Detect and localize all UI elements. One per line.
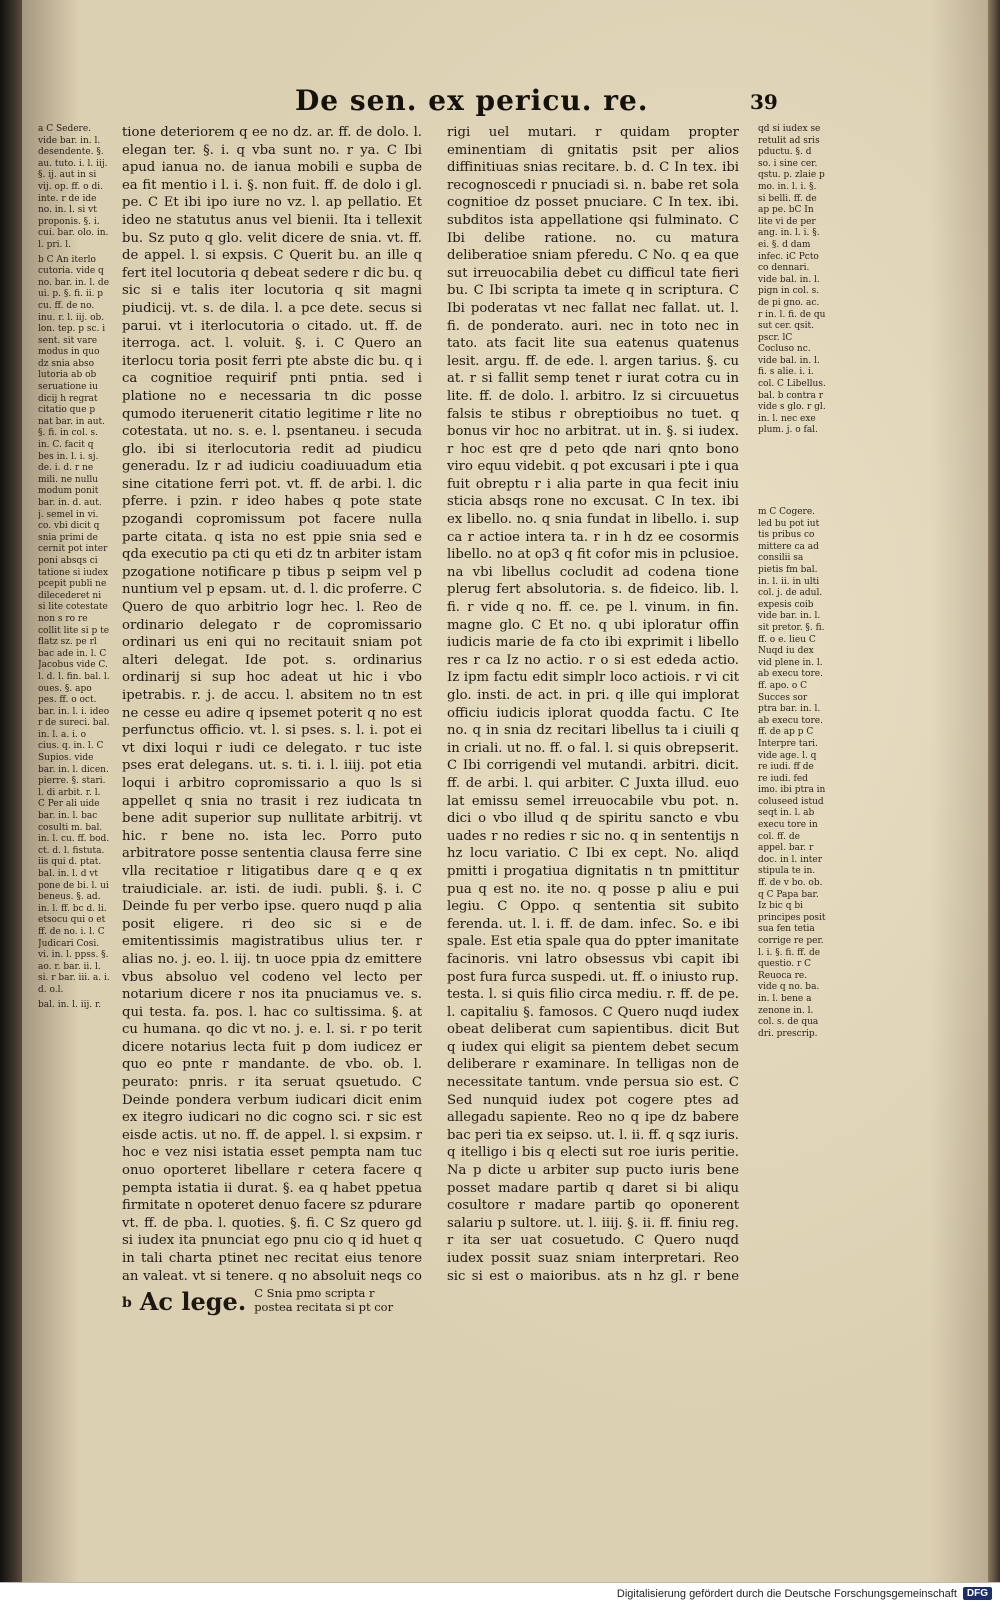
dfg-logo-icon: DFG [963, 1587, 992, 1600]
main-text-column-right [447, 124, 739, 1284]
right-margin-notes [758, 124, 826, 1544]
page-number: 39 [750, 90, 778, 114]
margin-note: bal. in. l. iij. r. [38, 999, 102, 1010]
margin-note: m C Cogere. led bu pot iut tis pribus co mittere ca ad consilii sa pietis fm bal. in. l. ii. in ulti col. j. de adul. expesis coib vide bar. in. l. sit pretor. §. fi. ff. o e. lieu C Nuqd iu dex vid plene in. l. ab execu tore. ff. apo. o C Succes sor ptra bar. in. l. ab execu tore. ff. de ap p C Interpre tari. vide age. l. q re iudi. ff de re iudi. fed imo. ibi ptra in coluseed istud seqt in. l. ab execu tore in col. ff. de appel. bar. r doc. in l. inter stipula te in. ff. de v bo. ob. q C Papa bar. Iz bic q bi principes posit sua fen tetia corrige re per. l. i. §. fi. ff. de questio. r C Reuoca re. vide q no. ba. in. l. bene a zenone in. l. col. s. de qua dri. prescrip. [758, 507, 826, 1039]
left-margin-notes [38, 124, 110, 1309]
book-binding-shadow [0, 0, 22, 1604]
rubric-text-line: C Snia pmo scripta r [254, 1286, 375, 1300]
footer-credit: Digitalisierung gefördert durch die Deutsche Forschungsgemeinschaft [616, 1587, 957, 1600]
rubric-heading: Ac lege. [139, 1287, 247, 1316]
margin-note: b C An iterlo cutoria. vide q no. bar. in. l. de ui. p. §. fi. ii. p cu. ff. de no. inu. r. l. iij. ob. lon. tep. p sc. i sent. sit vare modus in quo dz snia abso lutoria ab ob seruatione iu dicij h regrat citatio que p nat bar. in aut. §. fi. in col. s. in. C. facit q bes in. l. i. sj. de. i. d. r ne mili. ne nullu modum ponit bar. in. d. aut. j. semel in vi. co. vbi dicit q snia primi de cernit pot inter poni absqs ci tatione si iudex pcepit publi ne dilecederet ni si lite cotestate non s ro re collit lite si p te flatz sz. pe rl bac ade in. l. C Jacobus vide C. l. d. l. fin. bal. l. oues. §. apo pes. ff. o oct. bar. in. l. i. ideo r de sureci. bal. in. l. a. i. o cius. q. in. l. C Supios. vide bar. in. l. dicen. pierre. §. stari. l. di arbit. r. l. C Per ali uide bar. in. l. bac cosulti m. bal. in. l. cu. ff. bod. ct. d. l. fistuta. iis qui d. ptat. bal. in. l. d vt pone de bi. l. ui beneus. §. ad. in. l. ff. bc d. li. etsocu qui o et ff. de no. i. l. C Judicari Cosi. vi. in. l. ppss. §. ao. r. bar. ii. l. si. r bar. iii. a. i. d. o.l. [38, 254, 110, 995]
rubric-text [254, 1286, 393, 1314]
rubric-text-line: postea recitata si pt cor [254, 1300, 394, 1314]
running-head: De sen. ex pericu. re. [295, 84, 649, 117]
column-text: rigi uel mutari. r quidam propter eminentiam di gnitatis psit per alios diffinitiuas snias recitare. b. d. C In tex. ibi recognoscedi r pnuciadi si. n. babe ret sola cognitioe dz posset pnuciare. C In tex. ibi. subditos ista appellatione qsi fulminato. C Ibi delibe ratione. no. cu matura deliberatioe sniam pferedu. C No. q ea que sut irreuocabilia debet cu difficul tate fieri bu. C Ibi scripta ta imete q in scriptura. C Ibi poderatas vt nec fallat nec fallat. ut. l. fi. de ponderato. auri. nec in toto nec in tato. ats facit lite sua eatenus quatenus lesit. argu. ff. de ede. l. argen tarius. §. cu at. r si fallit semp tenet r iurat cotra cu in lite. ff. de dolo. l. arbitro. Iz si circuuetus falsis te stibus r obreptioibus no tuet. q bonus vir hoc no arbitrat. ut in. §. si iudex. r hoc est qre d peto qde nari qnto bono viro equu videbit. q pot excusari i pte i qua fuit obreptu r i alia parte in qua fecit iniu sticia absqs rone no excusat. C In tex. ibi ex libello. no. q snia fundat in libello. i. sup ca r actioe intera ta. r in h dz ee cosormis libello. no at op3 q fit cofor mis in pclusioe. na vbi libellus cocludit ad codena tione plerug fert absolutoria. s. de fideico. lib. l. fi. r vide q no. ff. ce. pe l. vinum. in fin. magne glo. C Et no. q ubi iploratur offin iudicis marie de fa cto ibi exprimit i libello res r ca Iz no actio. r o si est ededa actio. Iz ipm factu edit simplr loco actiois. r vi cit glo. insti. de act. in pri. q ille qui implorat officiu iudicis iplorat quodda factu. C Ite no. q in snia dz recitari libellus ta i ciuili q in criali. ut no. ff. o fal. l. si quis obrepserit. C Ibi corrigendi vel mutandi. arbitri. dicit. ff. de arbi. l. qui arbiter. C Juxta illud. euo lat emissu semel irreuocabile vbu pot. n. dici o vbo illud q de spiritu sancto e vbu uades r no redies r sic no. q in sententijs n hz locu variatio. C Ibi ex cept. No. aliqd pmitti i progatiua dignitatis n tn pmittitur pua q est no. ite no. q posse p aliu e pui legiu. C Oppo. q sententia sit subito ferenda. ut. l. i. ff. de dam. infec. So. e ibi spale. Est etia spale qua do ppter imanitate facinoris. vni latro obsessus vbi capit ibi post fura furca suspedi. ut. ff. o iniusto rup. testa. l. si quis filio circa mediu. r. ff. de pe. l. capitaliu §. famosos. C Quero nuqd iudex obeat deliberat cum sapientibus. dicit But q iudex qui eligit sa pientem debet secum deliberare r examinare. In telligas non de necessitate tantum. vnde persua sio est. C Sed nunquid iudex pot cogere ptes ad allegadu sapiente. Reo no q ipe dz babere bac peri tia ex seipso. ut. l. ii. ff. q sqz iuris. q itelligo i bis q electi sut roe iuris peritie. Na p dicte u arbiter sup pucto iuris bene posset madare partib q daret si bi aliqu cosultore r madare partib qo oponerent salariu p sultore. ut. l. iiij. §. ii. ff. finiu reg. r ita ser uat cosuetudo. C Quero nuqd iudex possit suaz sniam interpretari. Reo sic si est o maioribus. ats n hz gl. r bene [447, 125, 739, 1284]
section-letter: b [122, 1295, 132, 1311]
digitization-footer [0, 1582, 1000, 1604]
margin-note: qd si iudex se retulit ad sris pductu. §. d so. i sine cer. qstu. p. zlaie p mo. in. l. i. §. si belli. ff. de ap pe. bC In lite vi de per ang. in. l. i. §. ei. §. d dam infec. iC Pcto co dennari. vide bal. in. l. pign in col. s. de pi gno. ac. r in. l. fi. de qu sut cer. qsit. pscr. lC Cocluso nc. vide bal. in. l. fi. s alie. i. i. col. C Libellus. bal. b contra r vide s glo. r gl. in. l. nec exe plum. j. o fal. [758, 124, 826, 436]
margin-note: a C Sedere. vide bar. in. l. desendente. §. au. tuto. i. l. iij. §. ij. aut in si vij. op. ff. o di. inte. r de ide no. in. l. si vt proponis. §. i. cui. bar. olo. in. l. pri. l. [38, 124, 109, 250]
column-text: tione deteriorem q ee no dz. ar. ff. de dolo. l. elegan ter. §. i. q vba sunt no. r ya. C Ibi apud ianua no. de ianua mobili e supba de ea fit mentio i l. i. §. non fuit. ff. de dolo i gl. pe. C Et ibi ipo iure no vz. l. ap pellatio. Et ideo ne statutus anus vel bienii. Ita i tellexit bu. Sz puto q glo. velit dicere de snia. vt. ff. de appel. l. si expsis. C Querit bu. an ille q fert itel locutoria q debeat sedere r dic bu. q sic si e talis iter locutoria q sit magni piudicij. vt. s. de dila. l. a pce dete. secus si parui. vt i iterlocutoria o citado. ut. ff. de iterroga. act. l. voluit. §. i. C Quero an iterlocu toria posit ferri pte abste dic bu. q i ca cognitioe requirif pnti pntia. sed i platione no e necessaria tn dic posse qumodo iteruenerit citatio legitime r lite no cotestata. ut no. s. e. l. psentaneu. i secuda glo. ibi si iterlocutoria redit ad piudicu generadu. Iz r ad iudiciu coadiuuadum etia sine citatione ferri pot. vt. ff. de arbi. l. dic pferre. i pzin. r ideo habes q pote state pzogandi copromissum pot facere nulla parte citata. q ista no est ppie snia sed e qda executio pa cti qu eti dz tn arbiter istam pzogatione notificare p tibus p seipm vel p nuntium vel p epsam. ut. d. l. dic proferre. C Quero de quo arbitrio logr hec. l. Reo de ordinario delegato r de copromissario ordinari us eni qui no recitauit sniam pot alteri delegat. Ide pot. s. ordinarius ordinarij si sup hoc adeat ut hic i vbo ipetrabis. r. j. de accu. l. absitem no tn est ne cesse eu adire q ipsemet poterit q no est perfunctus officio. vt. l. si pses. s. l. i. pot ei vt dixi loqui r iudi ce delegato. r tuc iste pses erat delegans. ut. s. ti. i. l. iiij. pot etia loqui i arbitro copromissario a quo ls si appellet q snia no trasit i rez iudicata tn bene adit superior sup nullitate arbitrij. vt hic. r bene no. ista lec. Porro puto arbitratore posse sententia clausa ferre sine vlla recitatioe r litigatibus dare q e q ex traiudiciale. ar. isti. de iudi. publi. §. i. C Deinde fu per verbo ipse. quero nuqd p alia posit eligere. ri deo sic si e de emitentissimis magistratibus ulius ter. r alias no. j. eo. l. iij. tn uoce ppia dz emittere vbus absoluo vel codeno vel lecto per notarium dicere r nos ita pnuciamus ve. s. qui testa. fa. pos. l. hac co sultissima. §. at cu humana. qo dic vt no. j. e. l. si. r po terit dicere notarius lecta fuit p dom iudicez er quo eo pnte r mandante. de vbo. ob. l. peurato: pnris. r ita seruat qsuetudo. C Deinde pondera verbum iudicari dicit enim ex itegro iudicari no dic cogno sci. r sic est eisde actis. ut no. ff. de appel. l. si expsim. r hoc e vez nisi istatia esset pempta nam tuc onuo oporteret libellare r cetera facere q pempta istatia ii durat. §. ea q habet ppetua firmitate n opoteret denuo facere sz pdurare vt. ff. de pba. l. quoties. §. fi. C Sz quero gd si iudex ita pnunciat ego pnu cio q id huet q in tali charta ptinet nec recitat eius tenore an valeat. vt si tenere. q no absoluit neqs co [122, 125, 422, 1284]
page-edge [988, 0, 1000, 1582]
main-text-column-left [122, 124, 422, 1284]
column-tail [122, 1284, 422, 1314]
